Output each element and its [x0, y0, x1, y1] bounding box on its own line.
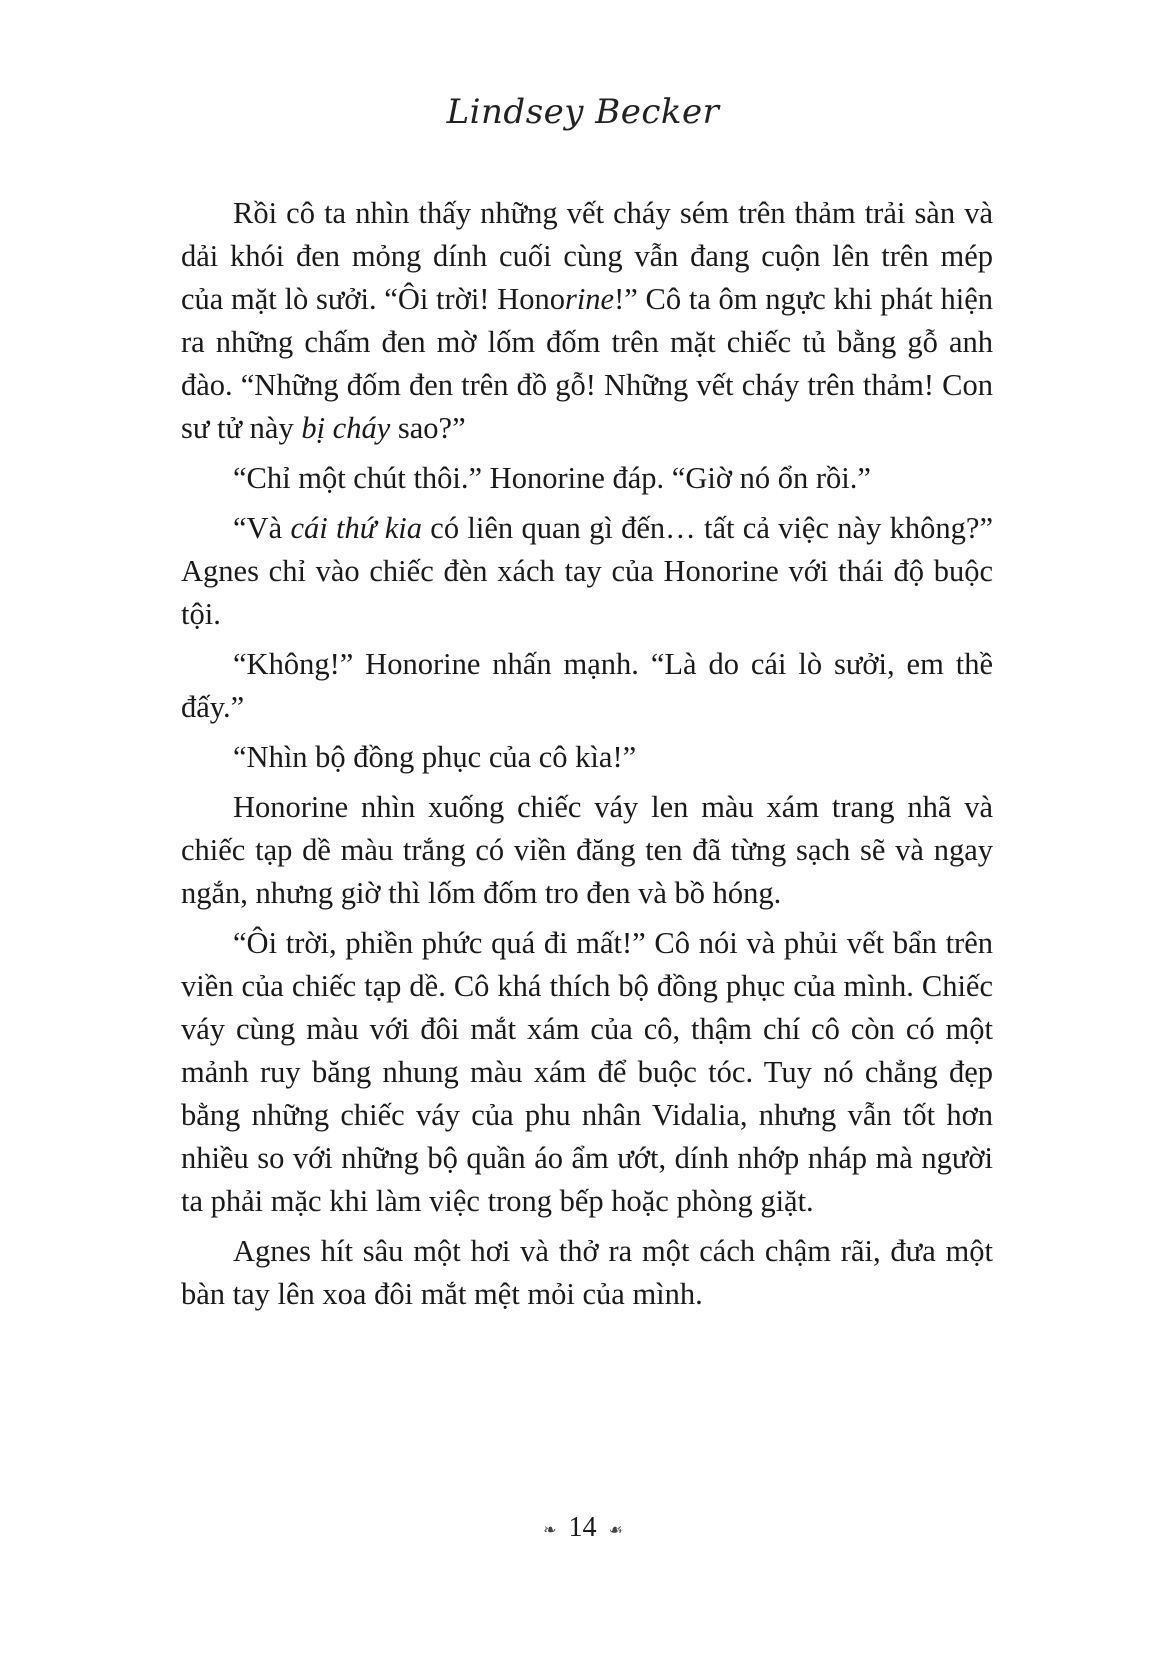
paragraph: [181, 786, 993, 915]
text-run: sao?”: [390, 411, 466, 445]
text-run: “Nhìn bộ đồng phục của cô kìa!”: [233, 740, 637, 774]
paragraph: [181, 457, 993, 500]
page-footer: [0, 1512, 1166, 1544]
text-run: Agnes hít sâu một hơi và thở ra một cách chậm rãi, đưa một bàn tay lên xoa đôi mắt mệt mỏi của mình.: [181, 1234, 993, 1311]
text-run: “Ôi trời, phiền phức quá đi mất!” Cô nói và phủi vết bẩn trên viền của chiếc tạp dề. Cô khá thích bộ đồng phục của mình. Chiếc váy cùng màu với đôi mắt xám của cô, thậm chí cô còn có một mảnh ruy băng nhung màu xám để buộc tóc. Tuy nó chẳng đẹp bằng những chiếc váy của phu nhân Vidalia, nhưng vẫn tốt hơn nhiều so với những bộ quần áo ẩm ướt, dính nhớp nháp mà người ta phải mặc khi làm việc trong bếp hoặc phòng giặt.: [181, 926, 993, 1218]
text-run: !” Cô ta ôm ngực khi phát hiện ra những chấm đen mờ lốm đốm trên mặt chiếc tủ bằng gỗ anh đào. “Những đốm đen trên đồ gỗ! Những vết cháy trên thảm! Con sư tử này: [181, 282, 993, 445]
italic-text: bị cháy: [301, 411, 391, 445]
italic-text: cái thứ kia: [290, 511, 422, 545]
left-ornament-icon: ❧: [543, 1521, 557, 1539]
text-run: Honorine nhìn xuống chiếc váy len màu xám trang nhã và chiếc tạp dề màu trắng có viền đăng ten đã từng sạch sẽ và ngay ngắn, nhưng giờ thì lốm đốm tro đen và bồ hóng.: [181, 790, 993, 910]
page-body-text: [181, 192, 993, 1323]
paragraph: [181, 1230, 993, 1316]
text-run: “Không!” Honorine nhấn mạnh. “Là do cái lò sưởi, em thề đấy.”: [181, 647, 993, 724]
italic-text: rine: [564, 282, 615, 316]
text-run: có liên quan gì đến… tất cả việc này không?” Agnes chỉ vào chiếc đèn xách tay của Honorine với thái độ buộc tội.: [181, 511, 993, 631]
text-run: Rồi cô ta nhìn thấy những vết cháy sém trên thảm trải sàn và dải khói đen mỏng dính cuối cùng vẫn đang cuộn lên trên mép của mặt lò sưởi. “Ôi trời! Hono: [181, 196, 993, 316]
page-number: 14: [568, 1512, 597, 1543]
text-run: “Chỉ một chút thôi.” Honorine đáp. “Giờ nó ổn rồi.”: [233, 461, 871, 495]
paragraph: [181, 643, 993, 729]
paragraph: [181, 507, 993, 636]
right-ornament-icon: ☙: [608, 1521, 623, 1539]
paragraph: [181, 922, 993, 1223]
paragraph: [181, 192, 993, 450]
running-header-author: Lindsey Becker: [446, 92, 720, 132]
paragraph: [181, 736, 993, 779]
text-run: “Và: [233, 511, 291, 545]
